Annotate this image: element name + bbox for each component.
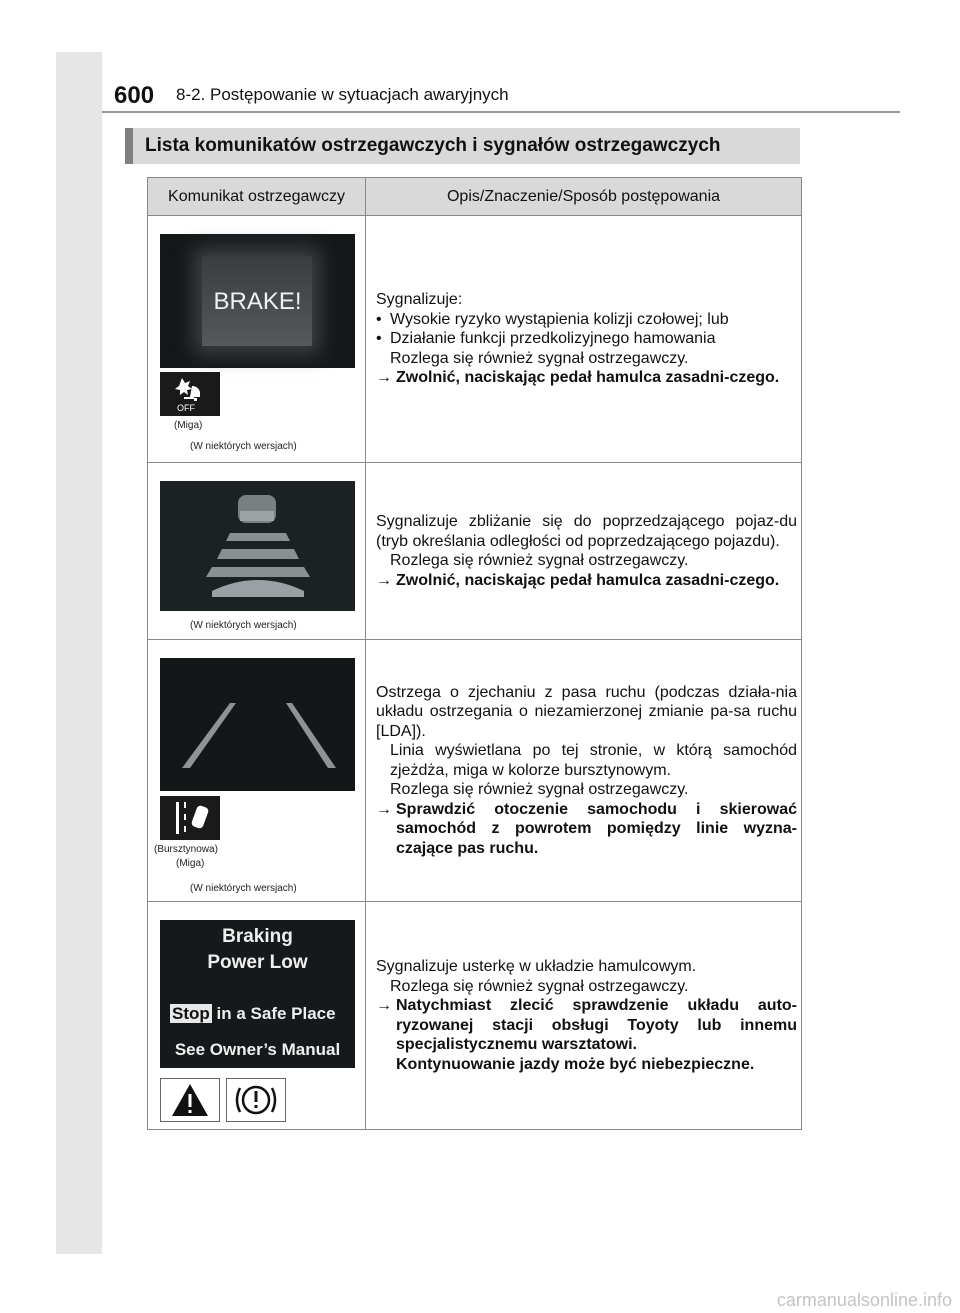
- brake-power-low-screen: [160, 920, 355, 1068]
- header-rule: [102, 111, 900, 113]
- section-title: Lista komunikatów ostrzegawczych i sygnałów ostrzegawczych: [125, 128, 800, 164]
- action-instruction: [376, 368, 797, 388]
- description-note: Rozlega się również sygnał ostrzegawczy.: [390, 552, 689, 569]
- message-description: [366, 902, 802, 1130]
- table-row: [148, 902, 802, 1130]
- description-intro: Sygnalizuje:: [376, 291, 463, 309]
- table-row: [148, 640, 802, 902]
- page-header: [102, 60, 900, 112]
- screen-line: Braking: [222, 926, 293, 947]
- description-note: Linia wyświetlana po tej stronie, w którą samochód zjeżdża, miga w kolorze bursztynowym.: [390, 742, 797, 779]
- column-header-message: Komunikat ostrzegawczy: [148, 178, 366, 216]
- description-note: Rozlega się również sygnał ostrzegawczy.: [390, 349, 689, 367]
- screen-line: Power Low: [207, 952, 308, 973]
- table-row: [148, 216, 802, 463]
- caption-blinking: (Miga): [176, 858, 205, 869]
- description-text: Sygnalizuje usterkę w układzie hamulcowym.: [376, 958, 697, 975]
- screen-line: in a Safe Place: [216, 1004, 336, 1023]
- message-image-cell: [148, 640, 366, 902]
- arrow-icon: →: [376, 571, 392, 589]
- page-number: 600: [114, 82, 155, 109]
- description-note: Rozlega się również sygnał ostrzegawczy.: [390, 781, 689, 799]
- lane-departure-icon: [160, 796, 220, 840]
- list-item: [376, 329, 797, 349]
- distance-warning-screen: [160, 481, 355, 611]
- arrow-icon: →: [376, 369, 392, 387]
- caption-blinking: (Miga): [174, 420, 203, 431]
- pre-collision-off-icon: [160, 372, 220, 416]
- message-image-cell: [148, 463, 366, 640]
- caption-some-versions: (W niektórych wersjach): [190, 620, 297, 631]
- message-description: [366, 463, 802, 640]
- arrow-icon: →: [376, 997, 392, 1014]
- action-text: Natychmiast zlecić sprawdzenie układu auto-ryzowanej stacji obsługi Toyoty lub innemu specjalistycznemu warsztatowi.: [396, 997, 797, 1053]
- message-image-cell: [148, 216, 366, 463]
- action-instruction: [376, 996, 797, 1055]
- bullet-text: Wysokie ryzyko wystąpienia kolizji czołowej; lub: [390, 310, 729, 328]
- bullet-text: Działanie funkcji przedkolizyjnego hamowania: [390, 330, 716, 348]
- action-text: Zwolnić, naciskając pedał hamulca zasadni-czego.: [396, 571, 780, 589]
- message-description: [366, 640, 802, 902]
- screen-line-stop: [170, 1004, 336, 1024]
- page-sidebar: [56, 52, 102, 1254]
- table-header-row: [148, 178, 802, 216]
- screen-line: See Owner’s Manual: [174, 1040, 341, 1059]
- action-instruction: [376, 800, 797, 859]
- message-image-cell: [148, 902, 366, 1130]
- action-text: Kontynuowanie jazdy może być niebezpieczne.: [396, 1055, 755, 1073]
- caption-amber: (Bursztynowa): [154, 844, 218, 855]
- arrow-icon: →: [376, 800, 392, 818]
- description-text: Sygnalizuje zbliżanie się do poprzedzającego pojaz-du (tryb określania odległości od poprzedzającego pojazdu).: [376, 513, 797, 550]
- bullet: •: [376, 310, 382, 328]
- chapter-title: 8-2. Postępowanie w sytuacjach awaryjnych: [176, 85, 509, 104]
- warning-triangle-icon: [160, 1078, 220, 1122]
- action-text: Zwolnić, naciskając pedał hamulca zasadni-czego.: [396, 369, 780, 387]
- message-description: [366, 216, 802, 463]
- caption-some-versions: (W niektórych wersjach): [190, 883, 297, 894]
- bullet: •: [376, 330, 382, 348]
- caption-some-versions: (W niektórych wersjach): [190, 441, 297, 452]
- list-item: [376, 310, 797, 330]
- lane-departure-screen: [160, 658, 355, 791]
- description-text: Ostrzega o zjechaniu z pasa ruchu (podczas działa-nia układu ostrzegania o niezamierzonej zmianie pa-sa ruchu [LDA]).: [376, 683, 797, 740]
- indent: [376, 1055, 396, 1075]
- action-instruction: [376, 571, 797, 591]
- watermark: carmanualsonline.info: [776, 1290, 952, 1310]
- column-header-description: Opis/Znaczenie/Sposób postępowania: [366, 178, 802, 216]
- brake-warning-text: BRAKE!: [213, 288, 302, 315]
- description-note: Rozlega się również sygnał ostrzegawczy.: [390, 977, 689, 995]
- action-text: Sprawdzić otoczenie samochodu i skierować samochód z powrotem pomiędzy linie wyzna-czające pas ruchu.: [396, 800, 797, 857]
- action-warning: [376, 1055, 797, 1075]
- stop-badge: Stop: [172, 1004, 210, 1023]
- brake-screen: [160, 234, 355, 368]
- icon-off-label: OFF: [177, 403, 195, 413]
- table-row: [148, 463, 802, 640]
- brake-system-icon: [226, 1078, 286, 1122]
- warning-table: [147, 177, 802, 1130]
